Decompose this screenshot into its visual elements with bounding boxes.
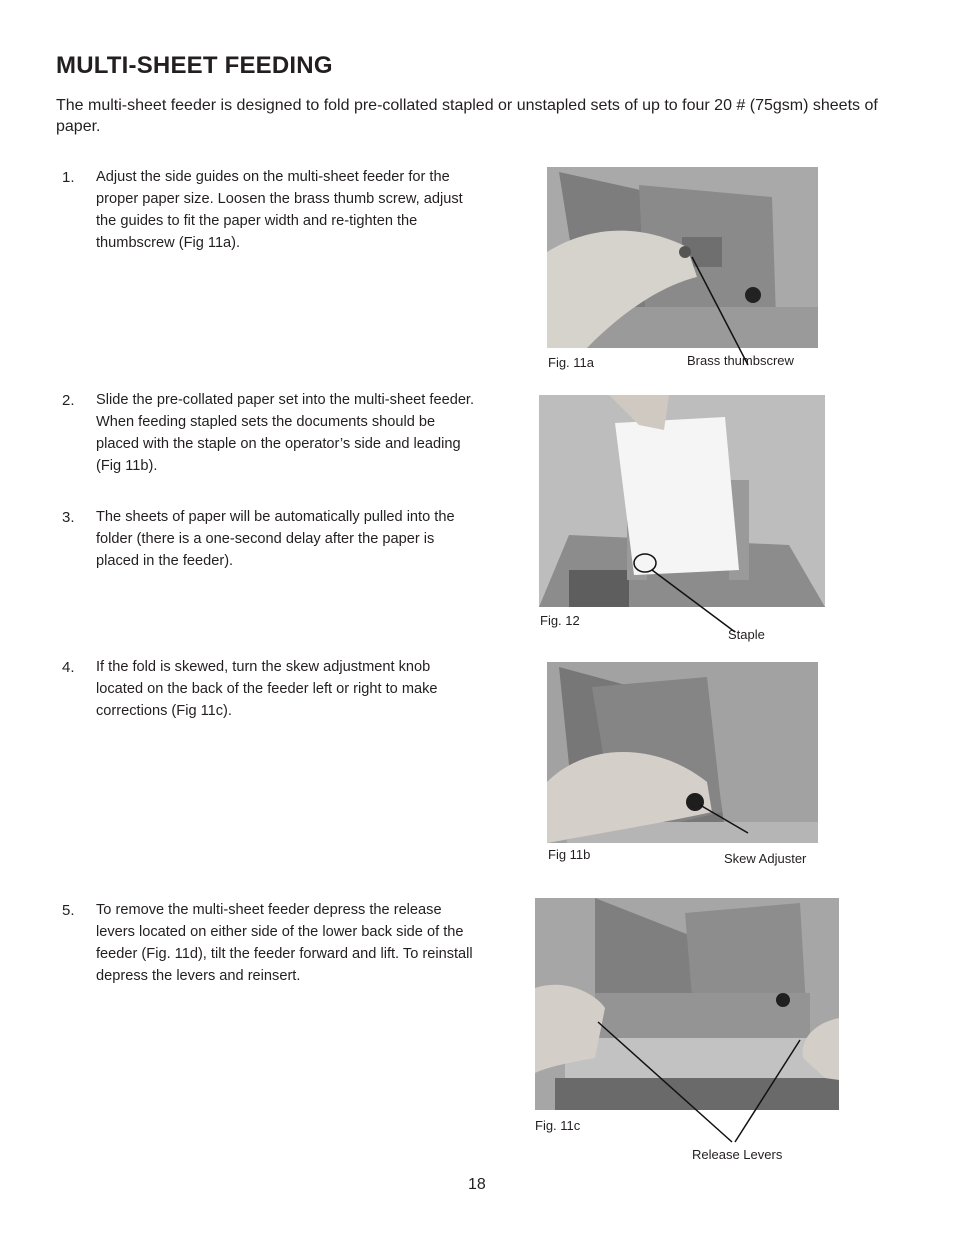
staple-leader-line (652, 570, 735, 632)
release-lever-leader-line-right (735, 1040, 800, 1142)
intro-paragraph: The multi-sheet feeder is designed to fold pre-collated stapled or unstapled sets of up to four 20 # (75gsm) sheets of paper. (56, 97, 878, 135)
step-number: 1. (62, 169, 75, 186)
figure-callout-label: Skew Adjuster (724, 851, 807, 866)
step-text: Adjust the side guides on the multi-sheet feeder for the proper paper size. Loosen the brass thumb screw, adjust the guides to fit the paper width and re-tighten the thumbscrew (Fig 11a). (96, 169, 463, 251)
figure-callout-label: Brass thumbscrew (687, 353, 794, 368)
step-text: To remove the multi-sheet feeder depress the release levers located on either side of the lower back side of the feeder (Fig. 11d), tilt the feeder forward and lift. To reinstall depress the levers and reinsert. (96, 902, 473, 984)
step-number: 3. (62, 509, 75, 526)
thumbscrew-leader-line (692, 257, 748, 365)
step-number: 4. (62, 659, 75, 676)
page-number: 18 (468, 1176, 486, 1193)
figure-caption: Fig. 11c (535, 1118, 581, 1133)
step-number: 2. (62, 392, 75, 409)
figure-caption: Fig. 11a (548, 355, 595, 370)
figure-caption: Fig. 12 (540, 613, 580, 628)
staple-circle-marker (634, 554, 656, 572)
release-lever-leader-line-left (598, 1022, 732, 1142)
figure-callout-label: Release Levers (692, 1147, 783, 1162)
skew-adjuster-leader-line (700, 805, 748, 833)
step-text: Slide the pre-collated paper set into the multi-sheet feeder. When feeding stapled sets the documents should be placed with the staple on the operator’s side and leading (Fig 11b). (96, 392, 475, 474)
step-text: If the fold is skewed, turn the skew adjustment knob located on the back of the feeder left or right to make corrections (Fig 11c). (96, 659, 438, 719)
figure-callout-label: Staple (728, 627, 765, 642)
page-title: MULTI-SHEET FEEDING (56, 52, 333, 79)
figure-caption: Fig 11b (548, 847, 591, 862)
step-text: The sheets of paper will be automatically pulled into the folder (there is a one-second delay after the paper is placed in the feeder). (96, 509, 455, 569)
step-number: 5. (62, 902, 75, 919)
